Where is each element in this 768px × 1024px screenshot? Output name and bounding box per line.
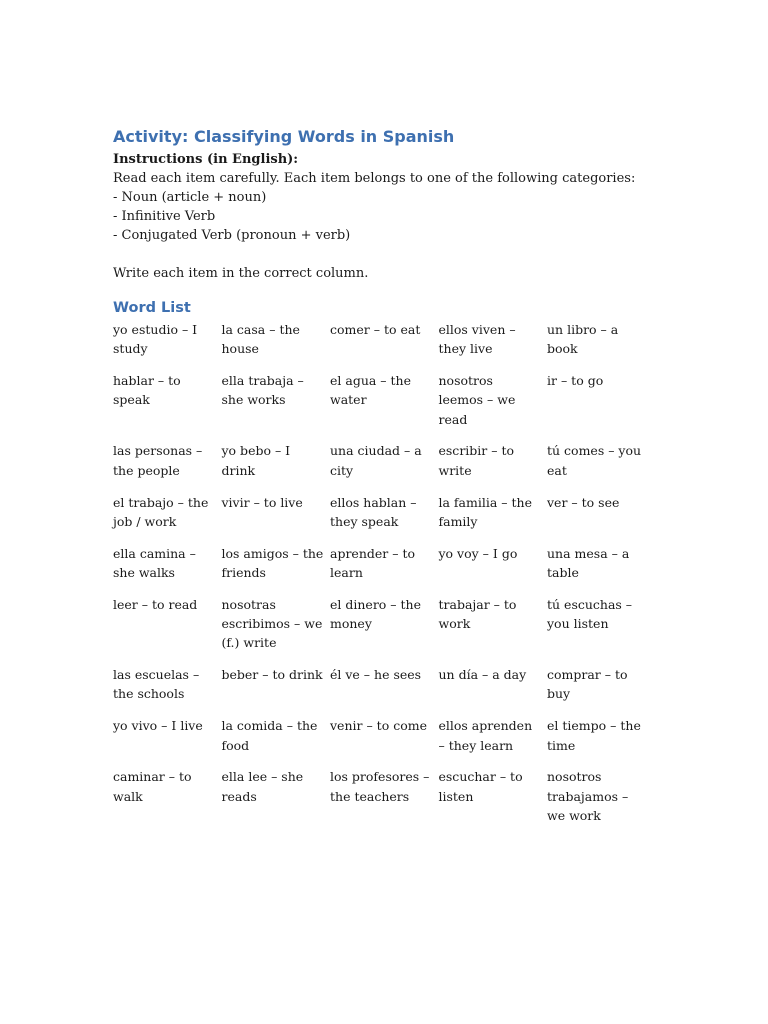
word-item: la comida – the food (221, 718, 318, 753)
category-conjugated-verb: - Conjugated Verb (pronoun + verb) (113, 228, 351, 243)
word-item: ellos hablan – they speak (330, 494, 417, 529)
category-noun: - Noun (article + noun) (113, 190, 267, 205)
word-item: la casa – the house (221, 322, 300, 357)
activity-title: Activity: Classifying Words in Spanish (113, 127, 455, 146)
word-item: los profesores – the teachers (330, 769, 430, 804)
word-item: comprar – to buy (547, 667, 628, 702)
word-item: un día – a day (438, 667, 527, 683)
word-item: escribir – to write (438, 443, 515, 478)
word-item: escuchar – to listen (438, 769, 523, 804)
word-item: yo bebo – I drink (221, 443, 291, 478)
word-item: ellos viven – they live (438, 322, 516, 357)
word-item: el dinero – the money (330, 596, 421, 632)
word-item: el agua – the water (330, 373, 411, 408)
word-item: una mesa – a table (547, 545, 630, 580)
word-item: el tiempo – the time (547, 718, 641, 753)
word-item: nosotras escribimos – we (f.) write (221, 596, 323, 651)
category-infinitive-verb: - Infinitive Verb (113, 209, 216, 224)
word-item: ellos aprenden – they learn (438, 718, 533, 753)
word-item: los amigos – the friends (221, 545, 324, 580)
word-item: yo voy – I go (438, 545, 518, 561)
word-item: comer – to eat (330, 322, 421, 337)
word-item: un libro – a book (547, 322, 619, 357)
word-list-heading: Word List (113, 300, 191, 316)
word-item: una ciudad – a city (330, 443, 422, 478)
word-item: leer – to read (113, 596, 198, 612)
word-item: caminar – to walk (113, 769, 192, 804)
instructions-heading: Instructions (in English): (113, 152, 299, 167)
word-item: la familia – the family (438, 494, 532, 529)
word-item: aprender – to learn (330, 545, 415, 580)
spacer (113, 245, 658, 264)
word-item: el trabajo – the job / work (113, 494, 209, 529)
word-item: venir – to come (330, 718, 427, 734)
document-page (113, 124, 658, 838)
instruction-line: Read each item carefully. Each item belongs to one of the following categories: (113, 171, 636, 186)
word-item: nosotros leemos – we read (438, 373, 516, 427)
word-item: él ve – he sees (330, 667, 422, 683)
word-item: las personas – the people (113, 443, 203, 478)
word-item: las escuelas – the schools (113, 667, 200, 702)
word-item: ir – to go (547, 373, 604, 389)
word-item: ella trabaja – she works (221, 373, 304, 408)
word-item: ella camina – she walks (113, 545, 196, 580)
write-instruction: Write each item in the correct column. (113, 266, 369, 281)
word-item: beber – to drink (221, 667, 323, 683)
word-item: tú comes – you eat (547, 443, 642, 478)
word-item: ver – to see (547, 494, 620, 510)
word-item: yo vivo – I live (113, 718, 203, 734)
word-item: nosotros trabajamos – we work (547, 769, 629, 823)
word-item: trabajar – to work (438, 596, 517, 632)
word-item: hablar – to speak (113, 373, 181, 408)
word-item: ella lee – she reads (221, 769, 304, 804)
word-list-grid (113, 320, 658, 838)
word-item: tú escuchas – you listen (547, 596, 633, 632)
word-item: yo estudio – I study (113, 322, 198, 357)
word-item: vivir – to live (221, 494, 303, 510)
